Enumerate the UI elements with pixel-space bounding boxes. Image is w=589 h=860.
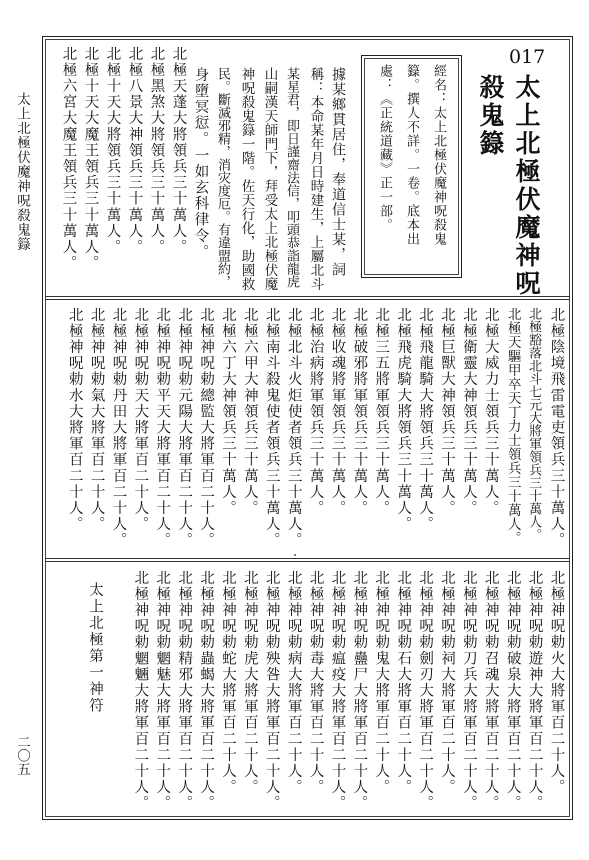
commander-line-17: 北極神呪勅蟲蝎大將軍百二十人。 <box>198 570 215 812</box>
invocation-line-11: 北極十天大將領兵三十萬人。 <box>104 46 121 256</box>
commander-line-1: 北極神呪勅火大將軍百二十人。 <box>548 570 565 796</box>
commander-line-8: 北極神呪勅石大將軍百二十人。 <box>395 570 412 796</box>
general-line-9: 北極三五將軍領兵三十萬人。 <box>373 307 390 517</box>
general-line-19: 北極神呪勅平天大將軍百二十人。 <box>154 307 171 549</box>
general-line-6: 北極巨獸大神領兵三十萬人。 <box>439 307 455 517</box>
entry-number: 017 <box>509 46 546 68</box>
general-line-11: 北極收魂將軍領兵三十萬人。 <box>329 307 346 517</box>
commander-line-9: 北極神呪勅鬼大將軍百二十人。 <box>373 570 390 796</box>
section-divider-2b <box>45 561 570 562</box>
general-line-22: 北極神呪勅氣大將軍百二十人。 <box>88 307 105 533</box>
margin-running-title: 太上北極伏魔神呪殺鬼籙 <box>14 92 30 252</box>
commander-line-12: 北極神呪勅毒大將軍百二十人。 <box>307 570 324 796</box>
general-line-1: 北極陰境飛雷電吏領兵三十萬人。 <box>548 307 565 549</box>
invocation-line-12: 北極十天大魔王領兵三十萬人。 <box>82 46 99 272</box>
general-line-15: 北極六甲大神領兵三十萬人。 <box>241 307 258 517</box>
general-line-16: 北極六丁大神領兵三十萬人。 <box>220 307 236 517</box>
general-line-4: 北極大威力士領兵三十萬人。 <box>482 307 499 517</box>
info-line-3: 處：《正統道藏》正一部。 <box>377 64 392 232</box>
commander-line-14: 北極神呪勅殃咎大將軍百二十人。 <box>263 570 280 812</box>
general-line-14: 北極南斗殺鬼使者領兵三十萬人。 <box>263 307 280 549</box>
page-number: 二〇五 <box>14 735 30 776</box>
invocation-line-7: 身墮冥愆。一如玄科律令。 <box>192 67 209 261</box>
invocation-line-6: 民。斷滅邪精，消灾度厄。有違盟約， <box>215 67 230 288</box>
commander-line-3: 北極神呪勅破泉大將軍百二十人。 <box>504 570 521 812</box>
commander-line-2: 北極神呪勅遊神大將軍百二十人。 <box>526 570 543 812</box>
info-line-1: 經名：太上北極伏魔神呪殺鬼 <box>431 64 446 246</box>
invocation-line-3: 某星君，即日謹齋法信，叩頭恭詣龍虎 <box>284 67 299 288</box>
commander-line-15: 北極神呪勅虎大將軍百二十人。 <box>241 570 258 796</box>
section-divider-1 <box>45 296 570 297</box>
general-line-18: 北極神呪勅元陽大將軍百二十人。 <box>176 307 193 549</box>
general-line-13: 北極北斗火炬使者領兵三十萬人。 <box>285 307 302 549</box>
general-line-2: 北極豁落北斗七元大將軍領兵三十萬人。 <box>526 307 542 541</box>
general-line-12: 北極治病將軍領兵三十萬人。 <box>307 307 324 517</box>
general-line-17: 北極神呪勅總監大將軍百二十人。 <box>198 307 215 549</box>
commander-line-11: 北極神呪勅瘟疫大將軍百二十人。 <box>329 570 346 812</box>
invocation-line-4: 山嗣漢天師門下，拜受太上北極伏魔 <box>261 67 278 291</box>
general-line-8: 北極飛虎騎大將領兵三十萬人。 <box>395 307 412 533</box>
commander-line-7: 北極神呪勅劍刃大將軍百二十人。 <box>417 570 434 812</box>
scripture-title-line-1: 太上北極伏魔神呪 <box>512 74 541 298</box>
commander-line-10: 北極神呪勅蠱尸大將軍百二十人。 <box>351 570 368 812</box>
commander-line-18: 北極神呪勅精邪大將軍百二十人。 <box>176 570 193 812</box>
general-line-21: 北極神呪勅丹田大將軍百二十人。 <box>110 307 127 549</box>
invocation-line-9: 北極黑煞大將領兵三十萬人。 <box>148 46 165 256</box>
commander-line-19: 北極神呪勅魍魅大將軍百二十人。 <box>154 570 171 812</box>
decorative-dot <box>294 554 296 556</box>
general-line-3: 北極天驅甲卒天丁力士領兵三十萬人。 <box>504 307 521 545</box>
invocation-line-8: 北極天蓬大將領兵三十萬人。 <box>170 46 187 256</box>
general-line-5: 北極衛靈大神領兵三十萬人。 <box>460 307 477 517</box>
invocation-line-2: 稱：本命某年月日時建生，上屬北斗 <box>307 67 324 291</box>
commander-line-4: 北極神呪勅召魂大將軍百二十人。 <box>482 570 499 812</box>
commander-line-20: 北極神呪勅魍魎大將軍百二十人。 <box>132 570 149 812</box>
general-line-7: 北極飛龍騎大將領兵三十萬人。 <box>417 307 434 533</box>
scripture-title-line-2: 殺鬼籙 <box>476 74 505 158</box>
info-line-2: 籙。撰人不詳。一卷。底本出 <box>404 64 419 246</box>
section-divider-2 <box>45 558 570 559</box>
invocation-line-1: 據某鄉貫居住，奉道信士某，詞 <box>330 67 346 277</box>
commander-line-13: 北極神呪勅病大將軍百二十人。 <box>285 570 302 796</box>
general-line-23: 北極神呪勅水大將軍百二十人。 <box>66 307 83 533</box>
section-divider-1b <box>45 299 570 300</box>
commander-line-6: 北極神呪勅祠大將軍百二十人。 <box>439 570 455 796</box>
general-line-10: 北極破邪將軍領兵三十萬人。 <box>351 307 368 517</box>
invocation-line-13: 北極六宮大魔王領兵三十萬人。 <box>60 46 77 272</box>
general-line-20: 北極神呪勅天大將軍百二十人。 <box>132 307 149 533</box>
invocation-line-10: 北極八景大神領兵三十萬人。 <box>126 46 143 256</box>
commander-line-5: 北極神呪勅刀兵大將軍百二十人。 <box>460 570 477 812</box>
talisman-label: 太上北極第一神符 <box>87 582 103 714</box>
invocation-line-5: 神呪殺鬼籙一階。佐天行化，助國救 <box>238 67 255 291</box>
commander-line-16: 北極神呪勅蛇大將軍百二十人。 <box>220 570 236 796</box>
